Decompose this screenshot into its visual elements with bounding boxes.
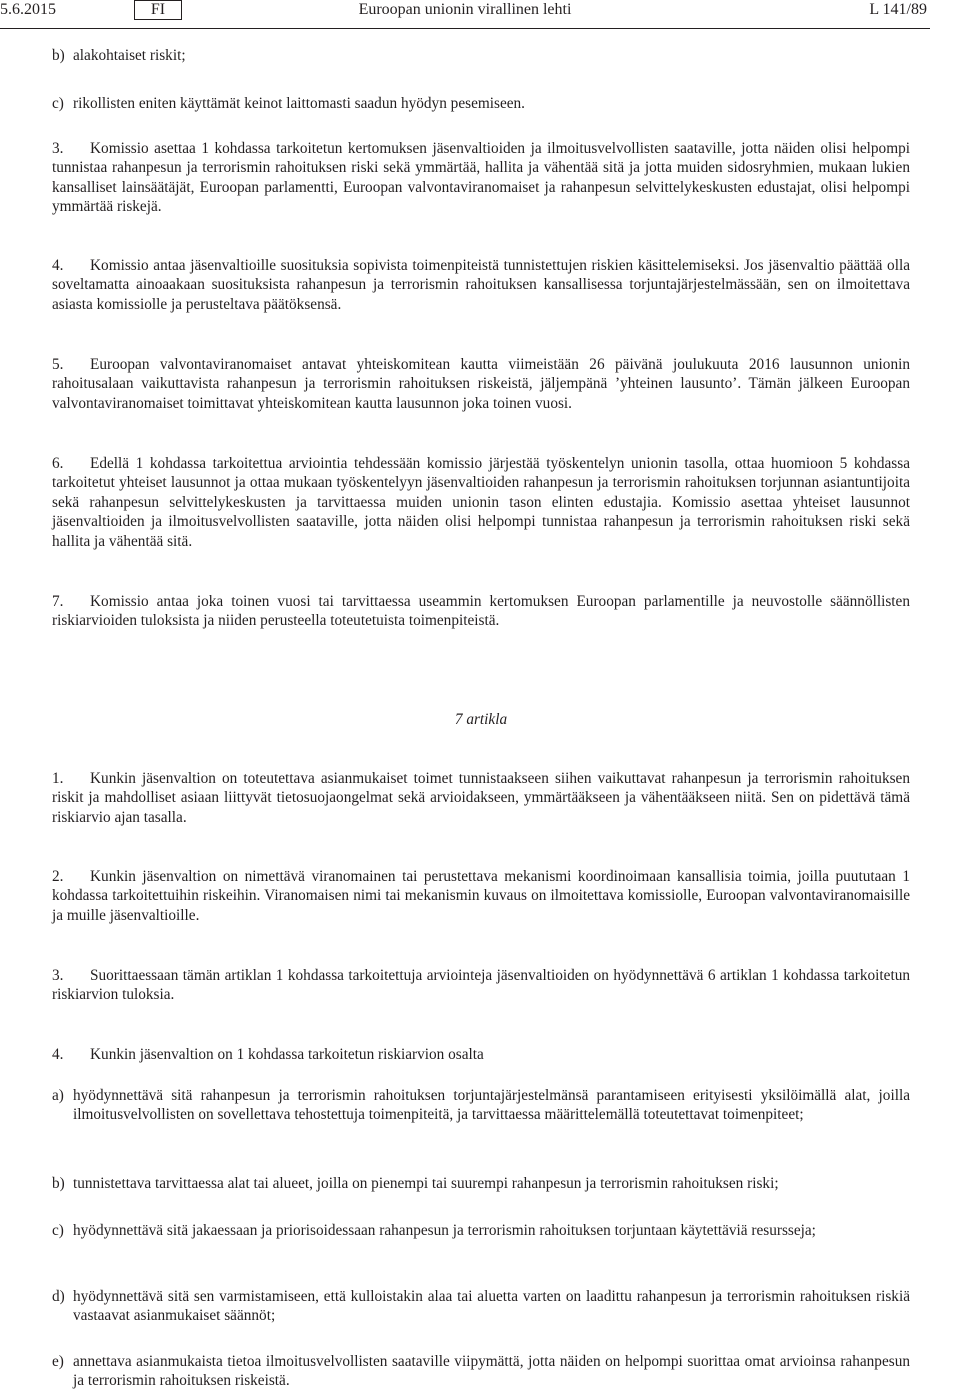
- paragraph-number: 4.: [52, 1046, 64, 1063]
- list-item-label: c): [52, 1222, 64, 1239]
- paragraph-number: 6.: [52, 455, 64, 472]
- list-item-label: a): [52, 1087, 64, 1104]
- paragraph-6: [52, 454, 910, 551]
- paragraph-number: 3.: [52, 140, 64, 157]
- article-paragraph-2: [52, 867, 910, 925]
- list-item-text: rikollisten eniten käyttämät keinot laittomasti saadun hyödyn pesemiseen.: [73, 95, 526, 112]
- paragraph-text: Kunkin jäsenvaltion on nimettävä viranomainen tai perustettava mekanismi koordinoimaan kansallisia toimia, joilla puututaan 1 kohdassa tarkoitettuihin riskeihin. Viranomaisen nimi tai mekanismin kuvaus on ilmoitettava komissiolle, Euroopan valvontaviranomaisille ja muille jäsenvaltioille.: [52, 868, 910, 924]
- list-item-c: [52, 1221, 910, 1240]
- list-item-text: hyödynnettävä sitä rahanpesun ja terrorismin rahoituksen torjuntajärjestelmänsä parantamiseen erityisesti yksilöimällä alat, joilla ilmoitusvelvollisten on sovellettava tehostettuja toimenpiteitä, ja tarvittaessa määrittelemällä toteutettavat toimenpiteet;: [73, 1087, 910, 1124]
- list-item-e: [52, 1352, 910, 1391]
- list-item-text: hyödynnettävä sitä jakaessaan ja priorisoidessaan rahanpesun ja terrorismin rahoituksen torjuntaan käytettäviä resursseja;: [73, 1222, 816, 1239]
- article-heading: 7 artikla: [454, 711, 508, 728]
- list-item-b: [52, 1174, 910, 1193]
- page-header: [0, 0, 930, 29]
- list-item-d: [52, 1287, 910, 1326]
- page-reference: L 141/89: [869, 1, 927, 18]
- list-item-label: e): [52, 1353, 64, 1370]
- paragraph-number: 3.: [52, 967, 64, 984]
- list-item-label: b): [52, 1175, 65, 1192]
- paragraph-3: [52, 139, 910, 217]
- publication-date: 5.6.2015: [0, 1, 56, 18]
- paragraph-text: Kunkin jäsenvaltion on toteutettava asianmukaiset toimet tunnistaakseen siihen vaikuttavat rahanpesun ja terrorismin rahoituksen riskit ja mahdolliset asiaan liittyvät tietosuojaongelmat sekä arvioidakseen, ymmärtääkseen ja vähentääkseen niitä. Sen on pidettävä tämä riskiarvio ajan tasalla.: [52, 770, 910, 826]
- list-item-text: tunnistettava tarvittaessa alat tai alueet, joilla on pienempi tai suurempi rahanpesun ja terrorismin rahoituksen riski;: [73, 1175, 779, 1192]
- article-paragraph-1: [52, 769, 910, 827]
- journal-title: Euroopan unionin virallinen lehti: [358, 1, 572, 18]
- paragraph-4: [52, 256, 910, 314]
- language-code-box: FI: [134, 0, 182, 20]
- paragraph-text: Komissio asettaa 1 kohdassa tarkoitetun kertomuksen jäsenvaltioiden ja ilmoitusvelvollisten saataville, jotta näiden olisi helpompi tunnistaa rahanpesun ja terrorismin rahoituksen riski sekä ymmärtää, hallita ja vähentää sitä ja jotta muiden sidosryhmien, mukaan lukien kansalliset lainsäätäjät, Euroopan parlamentti, Euroopan valvontaviranomaiset ja rahanpesun selvittelykeskusten edustajat, olisi helpompi ymmärtää riskejä.: [52, 140, 910, 216]
- list-item-label: b): [52, 47, 65, 64]
- list-item-text: hyödynnettävä sitä sen varmistamiseen, että kulloistakin alaa tai aluetta varten on laadittu rahanpesun ja terrorismin rahoituksen riskiä vastaavat asianmukaiset säännöt;: [73, 1288, 910, 1325]
- list-item-label: c): [52, 95, 64, 112]
- list-item-label: d): [52, 1288, 65, 1305]
- list-item-a: [52, 1086, 910, 1125]
- paragraph-text: Kunkin jäsenvaltion on 1 kohdassa tarkoitetun riskiarvion osalta: [90, 1046, 484, 1063]
- paragraph-text: Suorittaessaan tämän artiklan 1 kohdassa tarkoitettuja arviointeja jäsenvaltioiden on hyödynnettävä 6 artiklan 1 kohdassa tarkoitetun riskiarvion tuloksia.: [52, 967, 910, 1004]
- intro-list-item: [52, 94, 910, 113]
- paragraph-7: [52, 592, 910, 631]
- paragraph-number: 5.: [52, 356, 64, 373]
- list-item-text: annettava asianmukaista tietoa ilmoitusvelvollisten saataville viipymättä, jotta näiden on helpompi suorittaa omat arvioinsa rahanpesun ja terrorismin rahoituksen riskeistä.: [73, 1353, 910, 1390]
- paragraph-text: Komissio antaa joka toinen vuosi tai tarvittaessa useammin kertomuksen Euroopan parlamentille ja neuvostolle säännöllisten riskiarvioiden tuloksista ja niiden perusteella toteutetuista toimenpiteistä.: [52, 593, 910, 630]
- article-paragraph-4: [52, 1045, 910, 1064]
- paragraph-5: [52, 355, 910, 413]
- paragraph-number: 2.: [52, 868, 64, 885]
- paragraph-text: Edellä 1 kohdassa tarkoitettua arviointia tehdessään komissio järjestää työskentelyn unionin tasolla, ottaa huomioon 5 kohdassa tarkoitetut yhteiset lausunnot ja ottaa mukaan työskentelyyn jäsenvaltioiden rahanpesun ja terrorismin rahoituksen torjunnan asiantuntijoita sekä rahanpesun selvittelykeskusten ja tarvittaessa muiden unionin tason elinten edustajia. Komissio asettaa yhteiset lausunnot jäsenvaltioiden ja ilmoitusvelvollisten saataville, jotta näiden olisi helpompi tunnistaa rahanpesun ja terrorismin rahoituksen riski sekä hallita ja vähentää sitä.: [52, 455, 910, 550]
- paragraph-number: 1.: [52, 770, 64, 787]
- intro-list-item: [52, 46, 910, 65]
- paragraph-number: 4.: [52, 257, 64, 274]
- paragraph-text: Komissio antaa jäsenvaltioille suosituksia sopivista toimenpiteistä tunnistettujen riskien käsittelemiseksi. Jos jäsenvaltio päättää olla soveltamatta ainoaakaan suosituksista rahanpesun ja terrorismin rahoituksen kansallisessa torjuntajärjestelmässään, sen on ilmoitettava asiasta komissiolle ja perusteltava päätöksensä.: [52, 257, 910, 313]
- paragraph-text: Euroopan valvontaviranomaiset antavat yhteiskomitean kautta viimeistään 26 päivänä joulukuuta 2016 lausunnon unionin rahoitusalaan vaikuttavista rahanpesun ja terrorismin rahoituksen riskeistä, jäljempänä ’yhteinen lausunto’. Tämän jälkeen Euroopan valvontaviranomaiset toimittavat yhteiskomitean kautta lausunnon joka toinen vuosi.: [52, 356, 910, 412]
- article-paragraph-3: [52, 966, 910, 1005]
- list-item-text: alakohtaiset riskit;: [73, 47, 186, 64]
- paragraph-number: 7.: [52, 593, 64, 610]
